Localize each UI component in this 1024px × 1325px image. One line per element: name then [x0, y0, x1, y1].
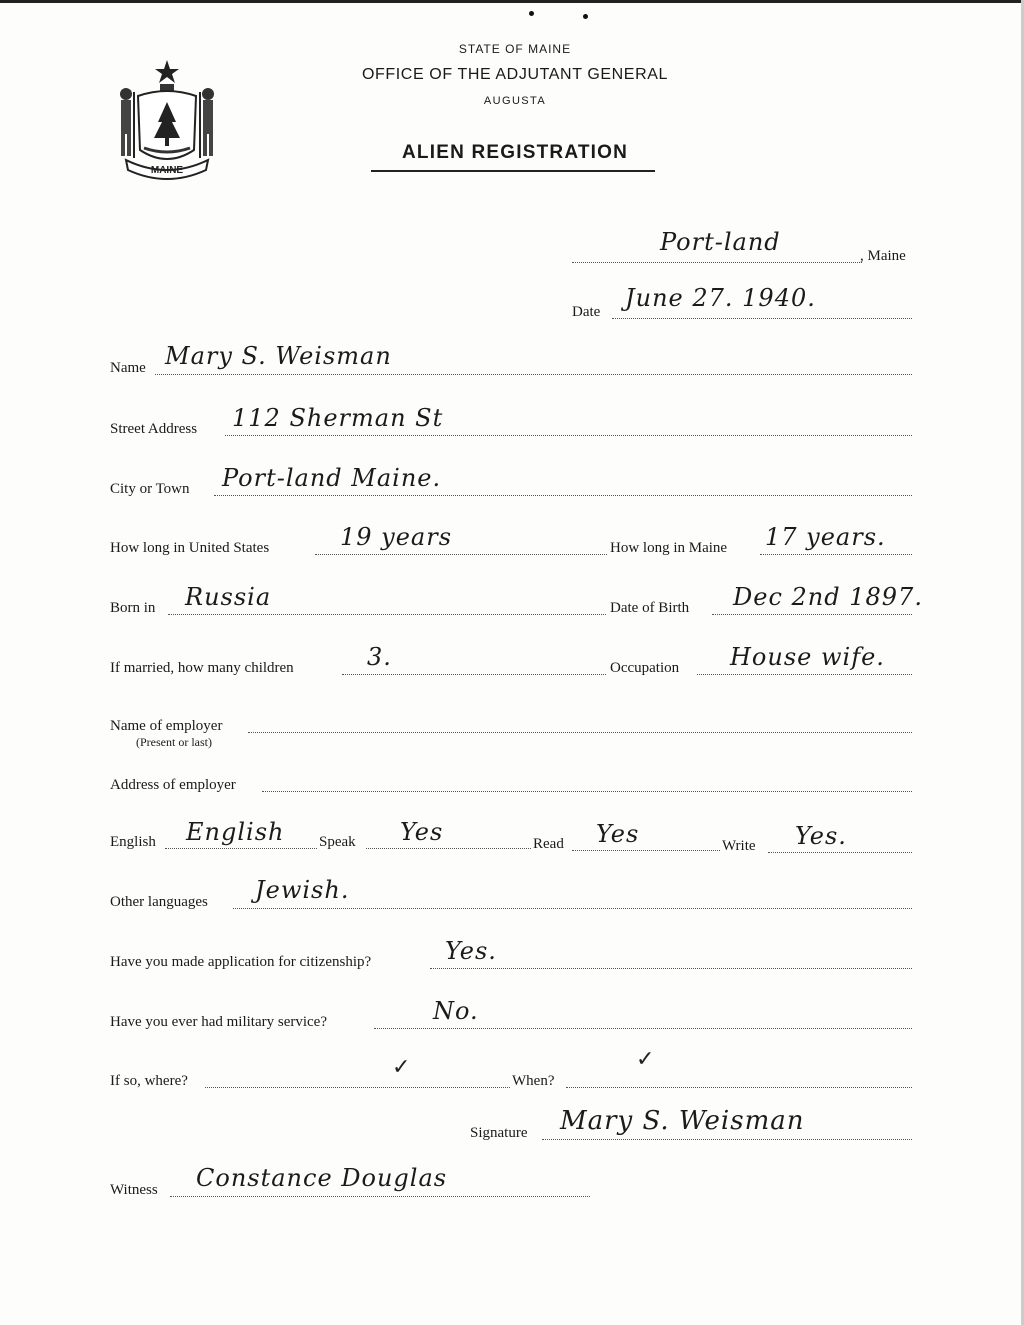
born-in-line	[168, 614, 606, 615]
when-checkmark-icon[interactable]: ✓	[636, 1046, 655, 1071]
form-title: ALIEN REGISTRATION	[401, 142, 629, 163]
speak-line	[366, 848, 531, 849]
name-label: Name	[110, 360, 146, 376]
occupation-value[interactable]: House wife.	[730, 643, 885, 671]
born-in-value[interactable]: Russia	[185, 583, 272, 611]
dob-line	[712, 614, 912, 615]
years-maine-line	[760, 554, 912, 555]
citizenship-label: Have you made application for citizenship?	[110, 954, 372, 970]
place-suffix: , Maine	[860, 248, 906, 264]
children-value[interactable]: 3.	[367, 643, 392, 671]
where-line	[205, 1087, 510, 1088]
page-top-border	[0, 0, 1024, 3]
punch-hole	[529, 11, 534, 16]
other-languages-label: Other languages	[110, 894, 208, 910]
citizenship-value[interactable]: Yes.	[445, 937, 497, 965]
years-maine-label: How long in Maine	[610, 540, 728, 556]
write-line	[768, 852, 912, 853]
office-heading: OFFICE OF THE ADJUTANT GENERAL	[361, 66, 669, 83]
years-us-line	[315, 554, 607, 555]
date-line	[612, 318, 912, 319]
city-label: City or Town	[110, 481, 190, 497]
when-label: When?	[512, 1073, 555, 1089]
children-label: If married, how many children	[110, 660, 294, 676]
city-heading: AUGUSTA	[483, 95, 547, 107]
military-line	[374, 1028, 912, 1029]
citizenship-line	[430, 968, 912, 969]
city-value[interactable]: Port-land Maine.	[222, 464, 442, 492]
employer-address-line	[262, 791, 912, 792]
where-checkmark-icon[interactable]: ✓	[392, 1054, 411, 1079]
employer-line	[248, 732, 912, 733]
state-heading: STATE OF MAINE	[458, 42, 572, 56]
punch-hole	[583, 14, 588, 19]
write-value[interactable]: Yes.	[795, 822, 847, 850]
born-in-label: Born in	[110, 600, 156, 616]
witness-label: Witness	[110, 1182, 158, 1198]
military-label: Have you ever had military service?	[110, 1014, 327, 1030]
years-maine-value[interactable]: 17 years.	[765, 523, 886, 551]
place-value[interactable]: Port-land	[660, 228, 781, 256]
city-line	[214, 495, 912, 496]
where-label: If so, where?	[110, 1073, 188, 1089]
english-value[interactable]: English	[186, 818, 285, 846]
date-value[interactable]: June 27. 1940.	[625, 284, 816, 312]
occupation-label: Occupation	[610, 660, 680, 676]
speak-value[interactable]: Yes	[400, 818, 444, 846]
employer-address-label: Address of employer	[110, 777, 236, 793]
seal-banner-text: MAINE	[150, 165, 184, 176]
signature-label: Signature	[470, 1125, 528, 1141]
name-line	[155, 374, 912, 375]
years-us-value[interactable]: 19 years	[340, 523, 453, 551]
years-us-label: How long in United States	[110, 540, 270, 556]
street-line	[225, 435, 912, 436]
witness-line	[170, 1196, 590, 1197]
street-value[interactable]: 112 Sherman St	[232, 404, 444, 432]
title-underline	[371, 170, 655, 172]
employer-sublabel: (Present or last)	[136, 735, 212, 749]
read-value[interactable]: Yes	[596, 820, 640, 848]
signature-value[interactable]: Mary S. Weisman	[560, 1106, 805, 1136]
other-languages-value[interactable]: Jewish.	[255, 876, 350, 904]
military-value[interactable]: No.	[433, 997, 479, 1025]
name-value[interactable]: Mary S. Weisman	[165, 342, 392, 370]
read-line	[572, 850, 720, 851]
read-label: Read	[533, 836, 564, 852]
dob-value[interactable]: Dec 2nd 1897.	[733, 583, 923, 611]
children-line	[342, 674, 606, 675]
english-label: English	[110, 834, 156, 850]
employer-label: Name of employer	[110, 718, 223, 734]
maine-state-seal-icon	[108, 52, 226, 182]
occupation-line	[697, 674, 912, 675]
other-languages-line	[233, 908, 912, 909]
when-line	[566, 1087, 912, 1088]
street-label: Street Address	[110, 421, 198, 437]
speak-label: Speak	[319, 834, 356, 850]
place-line	[572, 262, 862, 263]
write-label: Write	[722, 838, 756, 854]
date-label: Date	[572, 304, 601, 320]
dob-label: Date of Birth	[610, 600, 690, 616]
english-line	[165, 848, 317, 849]
witness-value[interactable]: Constance Douglas	[196, 1164, 448, 1192]
signature-line	[542, 1139, 912, 1140]
